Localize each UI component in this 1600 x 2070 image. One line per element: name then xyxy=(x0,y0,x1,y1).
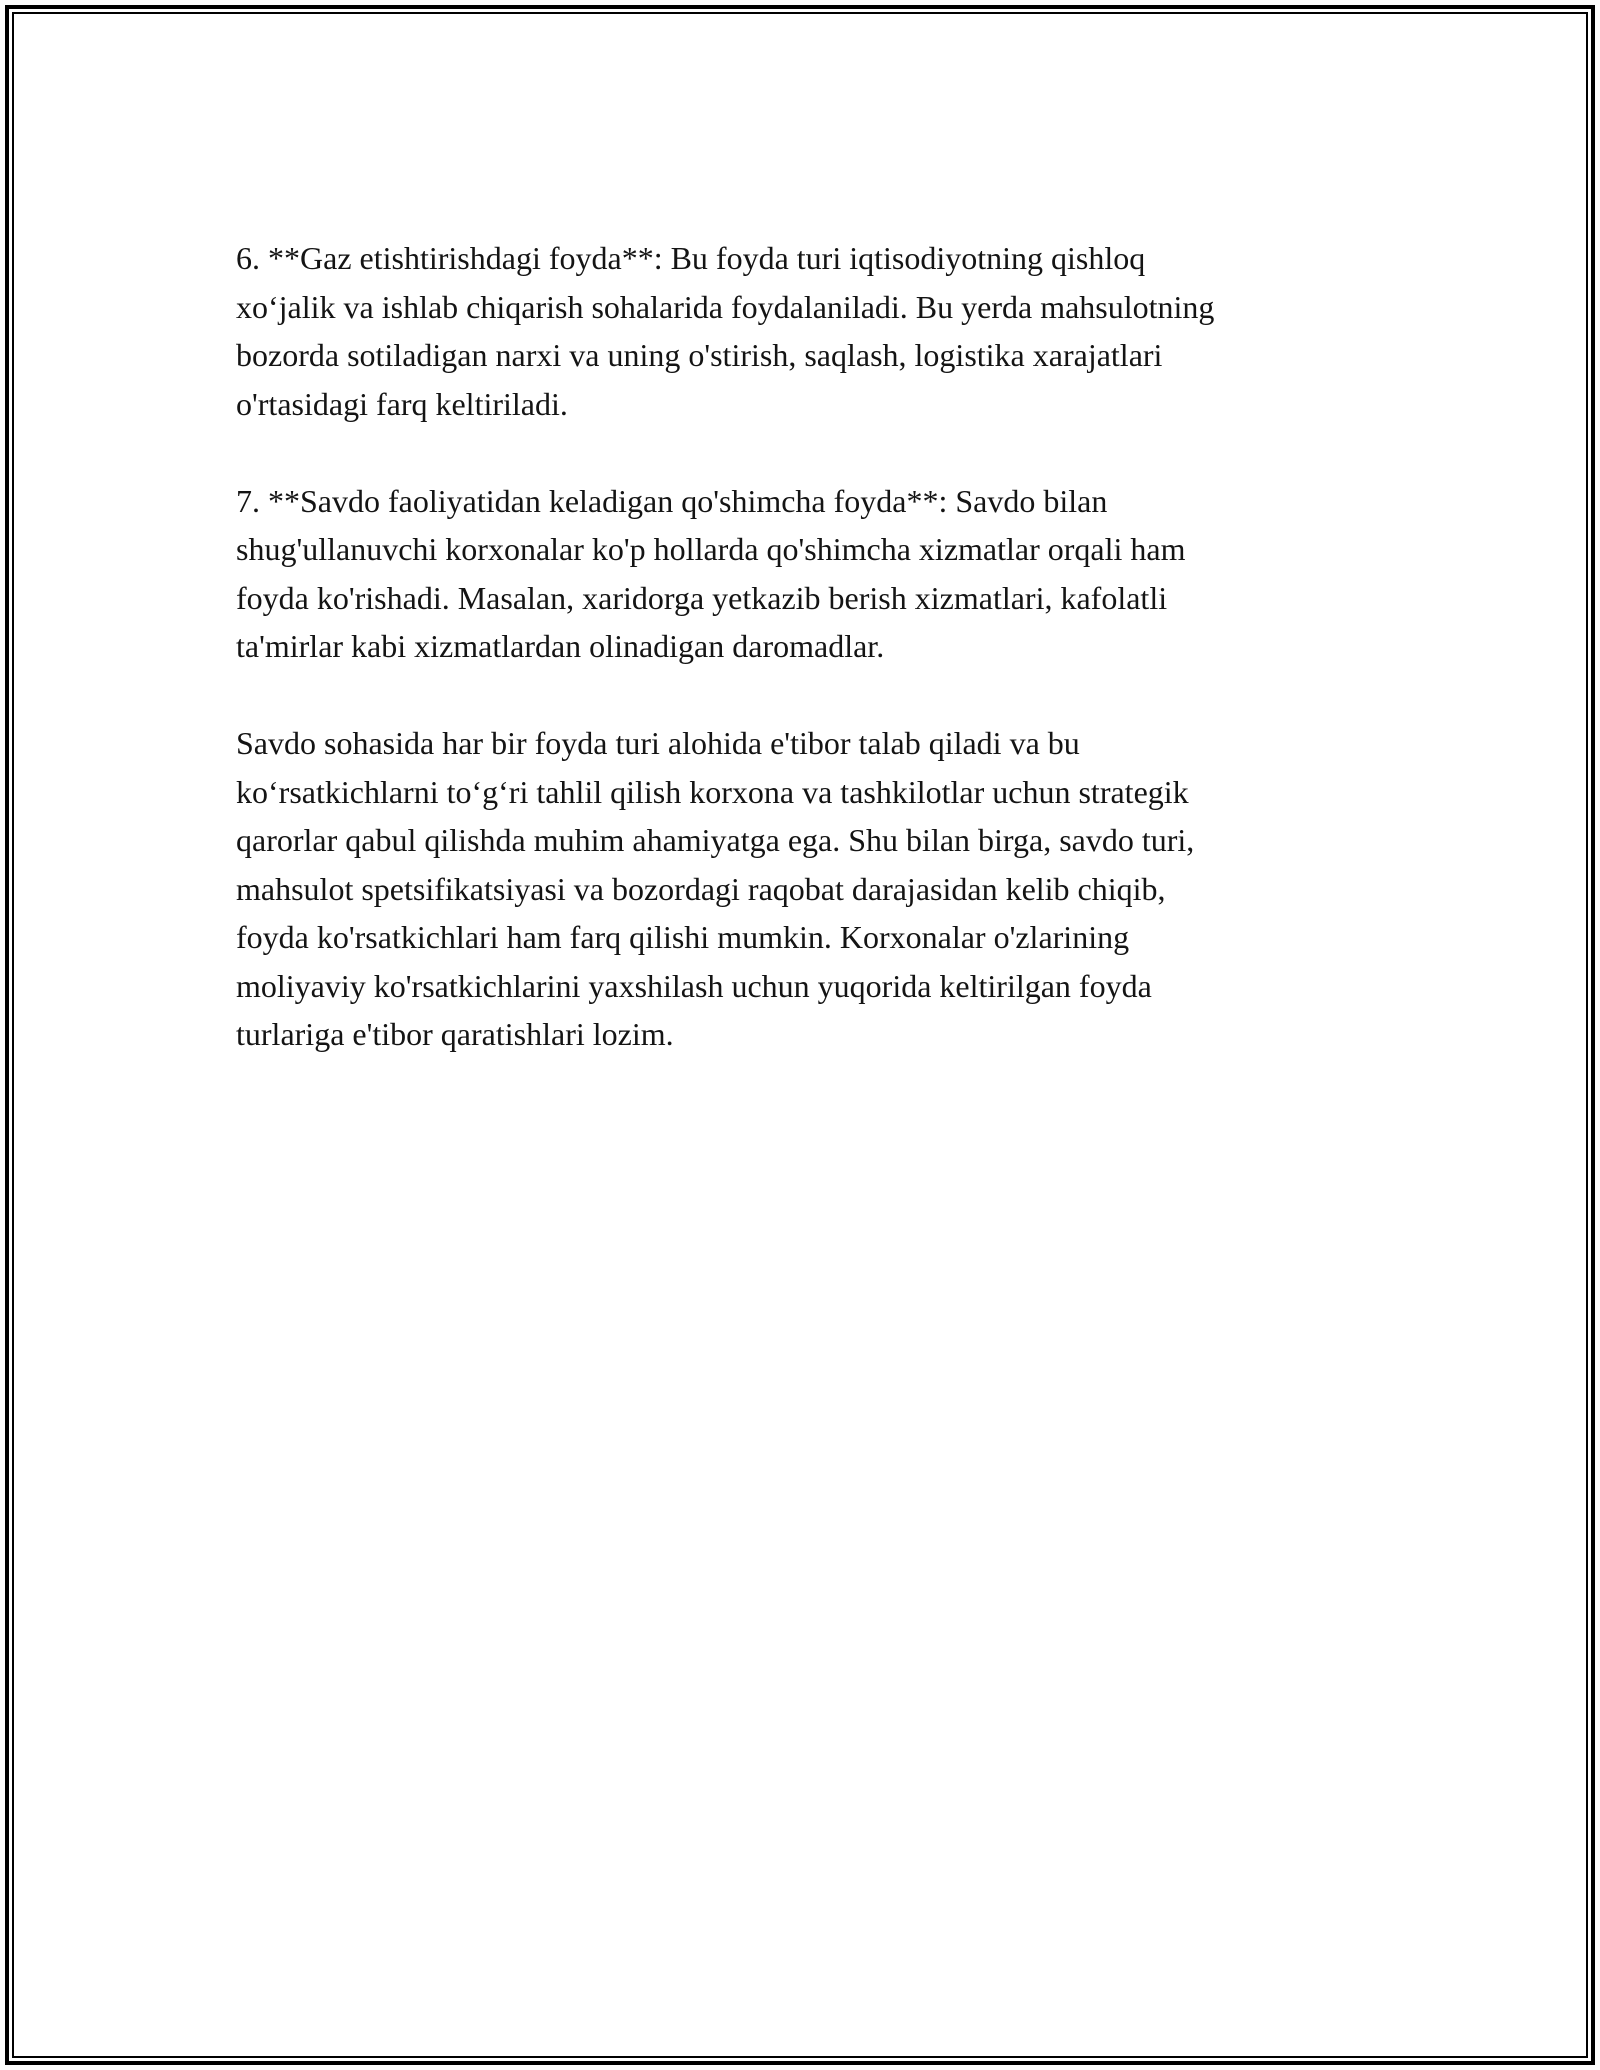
text-line: 7. **Savdo faoliyatidan keladigan qo'shimcha foyda**: Savdo bilan xyxy=(236,482,1108,519)
paragraph-item-6 xyxy=(236,234,1386,428)
text-line: turlariga e'tibor qaratishlari lozim. xyxy=(236,1016,674,1052)
paragraph-conclusion xyxy=(236,719,1386,1059)
text-line: 6. **Gaz etishtirishdagi foyda**: Bu foyda turi iqtisodiyotning qishloq xyxy=(236,240,1146,276)
text-line: foyda ko'rsatkichlari ham farq qilishi mumkin. Korxonalar o'zlarining xyxy=(236,919,1130,955)
text-line: o'rtasidagi farq keltiriladi. xyxy=(236,385,568,422)
document-body xyxy=(236,234,1386,1107)
text-line: foyda ko'rishadi. Masalan, xaridorga yetkazib berish xizmatlari, kafolatli xyxy=(236,579,1168,616)
text-line: ko‘rsatkichlarni to‘g‘ri tahlil qilish korxona va tashkilotlar uchun strategik xyxy=(236,773,1189,810)
text-line: qarorlar qabul qilishda muhim ahamiyatga ega. Shu bilan birga, savdo turi, xyxy=(236,822,1195,858)
text-line: shug'ullanuvchi korxonalar ko'p hollarda qo'shimcha xizmatlar orqali ham xyxy=(236,531,1186,567)
text-line: moliyaviy ko'rsatkichlarini yaxshilash uchun yuqorida keltirilgan foyda xyxy=(236,967,1152,1004)
text-line: bozorda sotiladigan narxi va uning o'stirish, saqlash, logistika xarajatlari xyxy=(236,337,1163,373)
text-line: xo‘jalik va ishlab chiqarish sohalarida foydalaniladi. Bu yerda mahsulotning xyxy=(236,288,1215,325)
paragraph-item-7 xyxy=(236,477,1386,671)
text-line: ta'mirlar kabi xizmatlardan olinadigan daromadlar. xyxy=(236,628,885,664)
text-line: mahsulot spetsifikatsiyasi va bozordagi raqobat darajasidan kelib chiqib, xyxy=(236,870,1166,907)
text-line: Savdo sohasida har bir foyda turi alohida e'tibor talab qiladi va bu xyxy=(236,725,1080,761)
